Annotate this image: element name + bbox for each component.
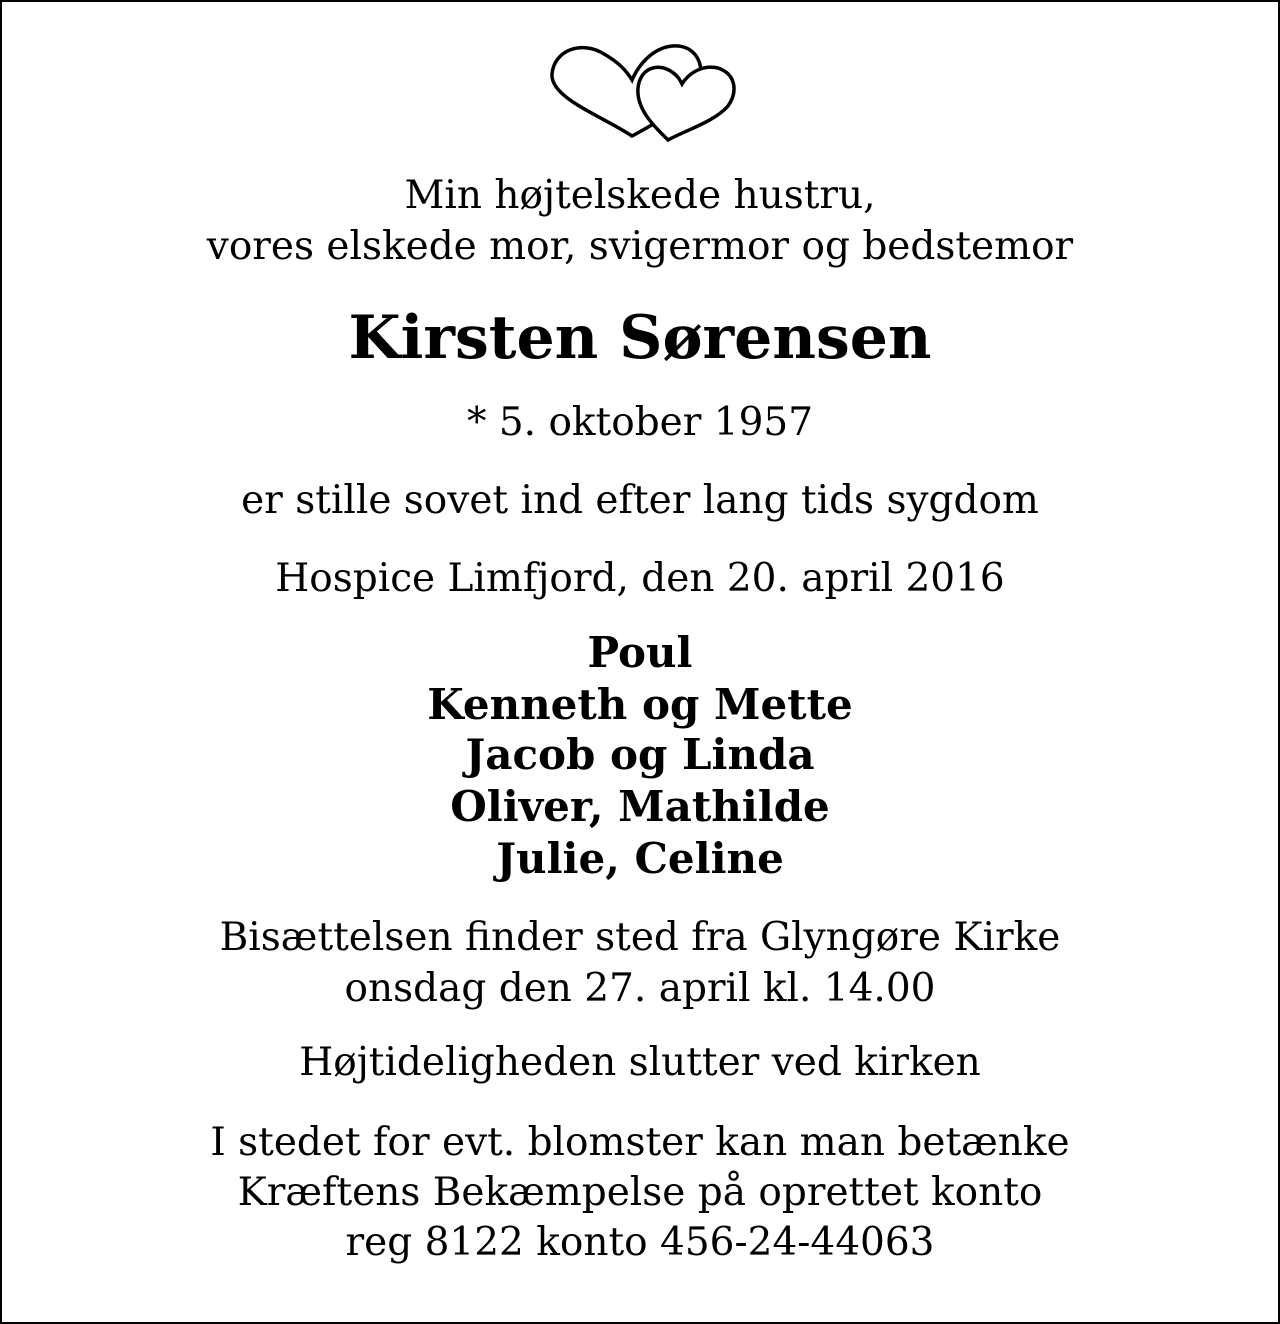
ceremony-note: Højtideligheden slutter ved kirken <box>299 1040 981 1085</box>
family-member: Julie, Celine <box>496 834 784 883</box>
family-member: Poul <box>587 628 693 677</box>
family-member: Jacob og Linda <box>465 730 815 779</box>
funeral-time: onsdag den 27. april kl. 14.00 <box>344 966 936 1011</box>
birth-date: * 5. oktober 1957 <box>466 400 814 445</box>
double-heart-icon <box>542 36 742 146</box>
deceased-name: Kirsten Sørensen <box>348 303 932 373</box>
passing-text: er stille sovet ind efter lang tids sygdom <box>241 478 1039 523</box>
family-member: Oliver, Mathilde <box>450 782 830 831</box>
donation-account: reg 8122 konto 456-24-44063 <box>345 1220 935 1265</box>
donation-line-1: I stedet for evt. blomster kan man betænke <box>210 1120 1070 1165</box>
family-member: Kenneth og Mette <box>427 680 853 729</box>
place-and-date: Hospice Limfjord, den 20. april 2016 <box>275 556 1005 601</box>
donation-line-2: Kræftens Bekæmpelse på oprettet konto <box>237 1170 1043 1215</box>
funeral-location: Bisættelsen finder sted fra Glyngøre Kirke <box>219 915 1061 960</box>
intro-line-2: vores elskede mor, svigermor og bedstemor <box>206 224 1074 269</box>
intro-line-1: Min højtelskede hustru, <box>404 173 876 218</box>
